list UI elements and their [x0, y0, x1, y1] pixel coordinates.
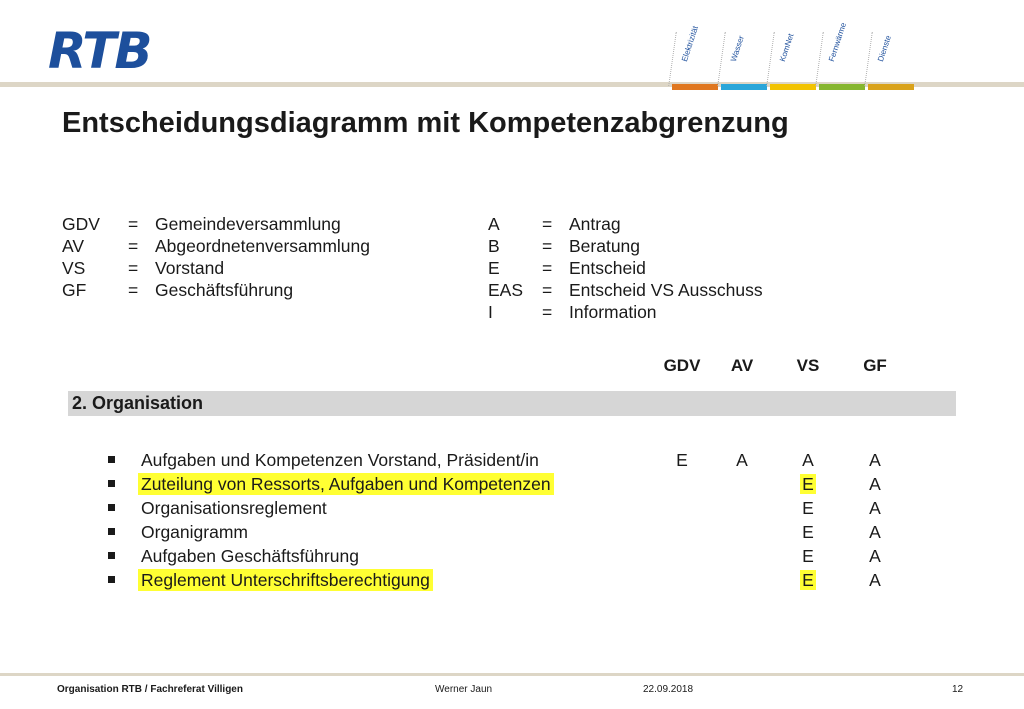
legend-abbr: VS [62, 258, 86, 278]
tab-4[interactable] [868, 28, 914, 90]
legend-text: Beratung [569, 236, 641, 256]
legend-text: Geschäftsführung [155, 280, 294, 300]
cell-gf [845, 473, 905, 495]
cell-value: A [869, 498, 881, 518]
cell-value: A [869, 474, 881, 494]
legend-row [488, 257, 763, 279]
tab-separator [668, 32, 677, 86]
legend-abbr: GDV [62, 214, 100, 234]
cell-vs [778, 569, 838, 591]
legend-eq: = [542, 214, 553, 234]
legend-abbr: I [488, 302, 493, 322]
legend-text: Entscheid [569, 258, 646, 278]
legend-abbr: EAS [488, 280, 524, 300]
legend-eq: = [128, 280, 139, 300]
bullet-icon [108, 528, 115, 535]
tab-0[interactable] [672, 24, 718, 90]
legend-row [62, 213, 370, 235]
bullet-icon [108, 480, 115, 487]
legend-row [62, 257, 370, 279]
decision-list [0, 449, 1024, 593]
tab-label: Dienste [876, 34, 893, 63]
column-header-gf: GF [863, 356, 887, 375]
footer-organisation: Organisation RTB / Fachreferat Villigen [57, 684, 243, 695]
cell-value: A [869, 522, 881, 542]
legend-eq: = [128, 236, 139, 256]
cell-gf [845, 569, 905, 591]
cell-value: E [802, 546, 814, 566]
cell-value: E [802, 570, 814, 590]
tab-label: Elektrizität [680, 24, 700, 63]
tab-label: Wasser [729, 34, 746, 63]
list-item [0, 473, 1024, 497]
legend-text: Gemeindeversammlung [155, 214, 341, 234]
legend-eq: = [542, 258, 553, 278]
bullet-icon [108, 456, 115, 463]
item-label: Aufgaben und Kompetenzen Vorstand, Präsident/in [141, 450, 539, 470]
list-item [0, 449, 1024, 473]
column-header-av: AV [730, 356, 754, 375]
rtb-logo: RTB [48, 22, 151, 80]
tab-2[interactable] [770, 28, 816, 90]
item-label: Aufgaben Geschäftsführung [141, 546, 359, 566]
legend-abbr: A [488, 214, 500, 234]
cell-gdv [652, 449, 712, 471]
list-item [0, 545, 1024, 569]
item-label: Zuteilung von Ressorts, Aufgaben und Kompetenzen [138, 473, 554, 495]
cell-vs [778, 521, 838, 543]
tab-separator [815, 32, 824, 86]
tab-1[interactable] [721, 28, 767, 90]
cell-gf [845, 449, 905, 471]
tab-label: Fernwärme [827, 21, 849, 63]
cell-value: E [802, 498, 814, 518]
cell-vs [778, 545, 838, 567]
cell-value: A [736, 450, 748, 470]
legend-abbr: AV [62, 236, 85, 256]
tab-color-bar [868, 84, 914, 90]
cell-gf [845, 497, 905, 519]
list-item [0, 497, 1024, 521]
section-header [68, 391, 956, 416]
cell-value: A [869, 570, 881, 590]
cell-vs [778, 449, 838, 471]
legend-row [62, 235, 370, 257]
cell-value: E [802, 474, 814, 494]
tab-3[interactable] [819, 21, 865, 90]
item-label: Organisationsreglement [141, 498, 327, 518]
legend-eq: = [542, 236, 553, 256]
legend-bodies [62, 213, 370, 301]
legend-row [62, 279, 370, 301]
bullet-icon [108, 504, 115, 511]
tab-color-bar [770, 84, 816, 90]
division-tabs [672, 21, 917, 90]
tab-separator [766, 32, 775, 86]
list-item [0, 521, 1024, 545]
cell-vs [778, 497, 838, 519]
tab-color-bar [819, 84, 865, 90]
tab-separator [717, 32, 726, 86]
legend-eq: = [542, 280, 553, 300]
legend-eq: = [128, 214, 139, 234]
list-item [0, 569, 1024, 593]
legend-text: Vorstand [155, 258, 225, 278]
bullet-icon [108, 552, 115, 559]
cell-value: A [869, 450, 881, 470]
bullet-icon [108, 576, 115, 583]
cell-value: E [802, 522, 814, 542]
cell-gf [845, 521, 905, 543]
footer-date: 22.09.2018 [643, 684, 694, 695]
legend-abbr: B [488, 236, 500, 256]
legend-row [488, 279, 763, 301]
legend-abbr: GF [62, 280, 87, 300]
cell-gf [845, 545, 905, 567]
legend-text: Entscheid VS Ausschuss [569, 280, 763, 300]
item-label: Reglement Unterschriftsberechtigung [138, 569, 433, 591]
tab-color-bar [672, 84, 718, 90]
page-title: Entscheidungsdiagramm mit Kompetenzabgrenzung [62, 107, 789, 139]
cell-av [712, 449, 772, 471]
legend-text: Antrag [569, 214, 621, 234]
section-title: 2. Organisation [72, 393, 204, 413]
legend-text: Abgeordnetenversammlung [155, 236, 370, 256]
legend-row [488, 213, 763, 235]
item-label: Organigramm [141, 522, 248, 542]
legend-eq: = [128, 258, 139, 278]
cell-value: E [676, 450, 688, 470]
tab-label: KomNet [778, 32, 796, 63]
footer-divider [0, 673, 1024, 676]
cell-value: A [802, 450, 814, 470]
legend-text: Information [569, 302, 657, 322]
tab-separator [864, 32, 873, 86]
cell-vs [778, 473, 838, 495]
legend-row [488, 235, 763, 257]
legend-row [488, 301, 763, 323]
column-header-vs: VS [796, 356, 820, 375]
cell-value: A [869, 546, 881, 566]
column-header-gdv: GDV [663, 356, 701, 375]
legend-abbr: E [488, 258, 500, 278]
footer-page-number: 12 [952, 684, 964, 695]
legend-actions [488, 213, 763, 323]
footer-author: Werner Jaun [435, 684, 493, 695]
legend-eq: = [542, 302, 553, 322]
tab-color-bar [721, 84, 767, 90]
